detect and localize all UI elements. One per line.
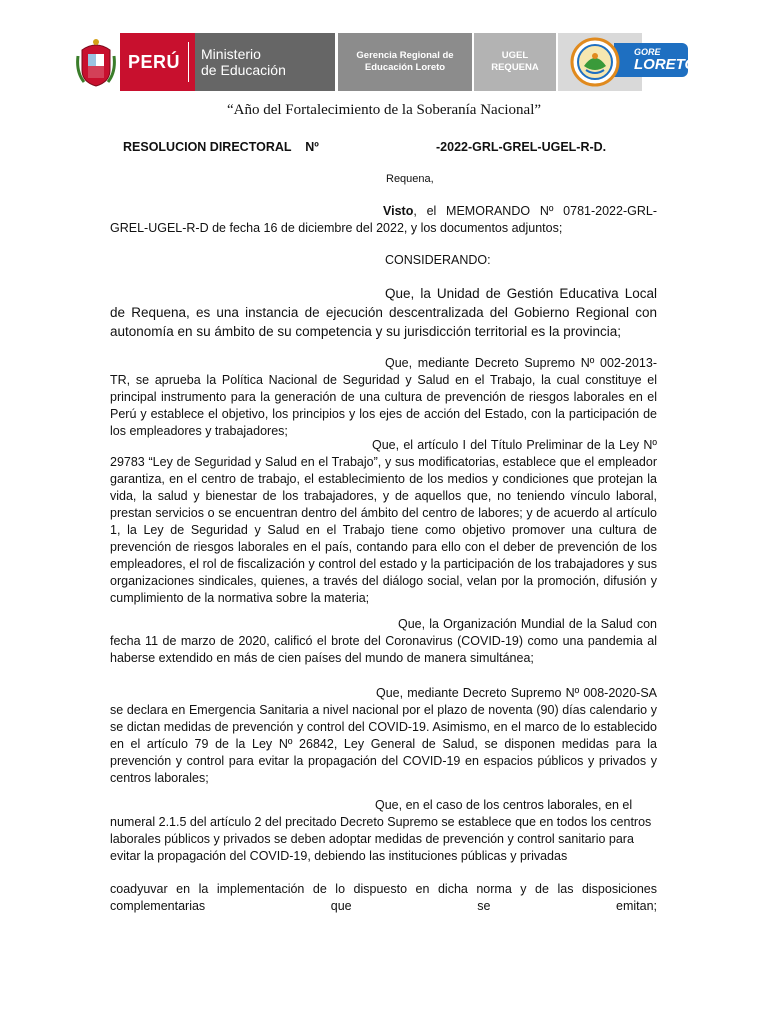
paragraph-3 (110, 437, 657, 607)
year-motto: “Año del Fortalecimiento de la Soberanía Nacional” (226, 102, 542, 118)
paragraph-2 (110, 355, 657, 440)
visto-paragraph (110, 203, 657, 237)
place-label: Requena, (386, 173, 434, 185)
paragraph-6-continuation (110, 881, 657, 915)
ugel-block (474, 33, 556, 91)
considerando-heading: CONSIDERANDO: (385, 253, 491, 267)
paragraph-2-text: Que, mediante Decreto Supremo Nº 002-2013-TR, se aprueba la Política Nacional de Seguridad y Salud en el Trabajo, la cual constituye el principal instrumento para la generación de una cultura de prevención de riesgos laborales en el Perú y establece el objetivo, los principios y los ejes de acción del Estado, con la participación de los empleadores y trabajadores; (110, 356, 657, 438)
paragraph-4-text: Que, la Organización Mundial de la Salud con fecha 11 de marzo de 2020, calificó el brote del Coronavirus (COVID-19) como una pandemia al haberse extendido en más de cien países del mundo de manera simultánea; (110, 617, 657, 665)
gore-label: GORE (634, 47, 661, 57)
resolution-number: -2022-GRL-GREL-UGEL-R-D. (436, 140, 607, 154)
gerencia-block (338, 33, 472, 91)
letterhead (76, 33, 697, 91)
paragraph-5 (110, 685, 657, 787)
gerencia-line-2: Educación Loreto (364, 62, 446, 73)
paragraph-6 (110, 797, 657, 865)
ministry-line-2: de Educación (201, 62, 286, 78)
paragraph-6-text: Que, en el caso de los centros laborales, en el numeral 2.1.5 del artículo 2 del precitado Decreto Supremo se establece que en todos los centros laborales públicos y privados se deben adoptar medidas de prevención y control sanitario para evitar la propagación del COVID-19, debiendo las instituciones públicas y privadas (110, 798, 652, 863)
gerencia-line-1: Gerencia Regional de (356, 50, 454, 61)
paragraph-6-continuation-text: coadyuvar en la implementación de lo dispuesto en dicha norma y de las disposiciones complementarias que se emitan; (110, 882, 657, 913)
coat-of-arms-icon (76, 36, 116, 88)
visto-label: Visto (383, 204, 414, 218)
loreto-label: LORETO (634, 56, 697, 73)
peru-ministry-banner (120, 33, 335, 91)
ministry-line-1: Ministerio (201, 46, 261, 62)
resolution-title: RESOLUCION DIRECTORAL Nº (123, 140, 319, 154)
ugel-line-2: REQUENA (491, 62, 539, 73)
ministry-label (195, 33, 335, 91)
paragraph-5-text: Que, mediante Decreto Supremo Nº 008-2020-SA se declara en Emergencia Sanitaria a nivel nacional por el plazo de noventa (90) días calendario y se dictan medidas de prevención y control del COVID-19. Asimismo, en el marco de lo establecido en el artículo 79 de la Ley Nº 26842, Ley General de Salud, se disponen medidas para la prevención y control para evitar la propagación del COVID-19 en espacios públicos y privados y centros laborales; (110, 686, 657, 785)
paragraph-1-text: Que, la Unidad de Gestión Educativa Local de Requena, es una instancia de ejecución descentralizada del Gobierno Regional con autonomía en su ámbito de su competencia y su jurisdicción territorial es la provincia; (110, 286, 657, 339)
visto-text: , el MEMORANDO Nº 0781-2022-GRL-GREL-UGEL-R-D de fecha 16 de diciembre del 2022, y los documentos adjuntos; (110, 204, 657, 235)
gore-loreto-logo (614, 43, 697, 77)
ugel-line-1: UGEL (501, 50, 529, 61)
country-label: PERÚ (128, 51, 181, 72)
paragraph-3-text: Que, el artículo I del Título Preliminar de la Ley Nº 29783 “Ley de Seguridad y Salud en el Trabajo”, y sus modificatorias, establece que el empleador garantiza, en el centro de trabajo, el establecimiento de los medios y condiciones que protejan la vida, la salud y bienestar de los trabajadores, y de aquellos que, no teniendo vínculo laboral, prestan servicios o se encuentran dentro del ámbito del centro de labores; y de acuerdo al artículo 1, la Ley de Seguridad y Salud en el Trabajo tiene como objetivo promover una cultura de prevención de riesgos laborales en el país, contando para ello con el deber de prevención de los empleadores, el rol de fiscalización y control del estado y la participación de los trabajadores y sus organizaciones sindicales, quienes, a través del diálogo social, velan por la promoción, difusión y cumplimiento de la normativa sobre la materia; (110, 438, 657, 605)
paragraph-1 (110, 284, 657, 341)
banner-divider (188, 42, 189, 82)
paragraph-4 (110, 616, 657, 667)
loreto-emblem-icon (570, 36, 620, 88)
